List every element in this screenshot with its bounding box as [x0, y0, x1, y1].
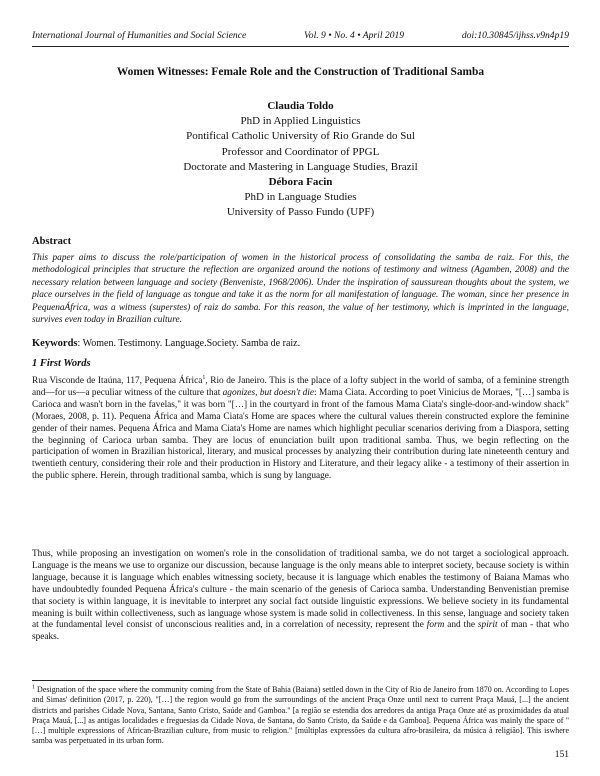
- footnote-marker[interactable]: 1: [202, 374, 206, 381]
- doi: doi:10.30845/ijhss.v9n4p19: [461, 30, 569, 41]
- author-affiliation-line: PhD in Language Studies: [244, 191, 357, 204]
- keywords-label: Keywords: [32, 338, 78, 349]
- issue-info: Vol. 9 • No. 4 • April 2019: [304, 30, 405, 41]
- author-affiliation-line: Pontifical Catholic University of Rio Grande do Sul: [186, 130, 415, 143]
- body-paragraph-1: Rua Visconde de Itaúna, 117, Pequena África$^1$, Rio de Janeiro. This is the place of a lofty subject in the world of samba, of a feminine strength and—for us—a peculiar witness of the culture that agonizes, but doesn't die: Mama Ciata. According to poet Vinicius de Moraes, "[…] samba is Carioca and wasn't born in the favelas," it was born "[…] in the courtyard in front of the famous Mama Ciata's single-door-and-window shack" (Moraes, 2008, p. 11). Pequena África and Mama Ciata's Home are spaces where the cultural values therein constructed explore the feminine gender of their names. Pequena África and Mama Ciata's Home are names which highlight peculiar scenarios deriving from a Diaspora, setting the beginning of Carioca urban samba. They are locus of enunciation built upon traditional samba. Thus, we begin reflecting on the participation of women in Brazilian historical, literary, and musical processes by analyzing their contribution during late nineteenth century and twentieth century, considering their role and their production in History and Literature, and their legacy alike - a testimony of their assertion in the public sphere. Herein, through traditional samba, which is sung by language.: [32, 374, 569, 482]
- footnote-rule: [32, 680, 212, 681]
- author-name: Débora Facin: [268, 176, 333, 189]
- paper-title: Women Witnesses: Female Role and the Construction of Traditional Samba: [116, 66, 485, 78]
- author-affiliation-line: Professor and Coordinator of PPGL: [221, 145, 380, 158]
- section-heading: 1 First Words: [32, 358, 91, 369]
- author-name: Claudia Toldo: [267, 100, 334, 112]
- footnote-number: 1: [32, 684, 35, 691]
- keywords: [32, 338, 569, 349]
- keywords-list: : Women. Testimony. Language.Society. Samba de raiz.: [77, 338, 301, 349]
- author-2: [32, 175, 569, 221]
- journal-name: International Journal of Humanities and Social Science: [32, 30, 247, 41]
- abstract-heading: Abstract: [32, 236, 72, 247]
- authors: [32, 99, 569, 221]
- page-number: 151: [554, 750, 569, 760]
- body-paragraph-2: Thus, while proposing an investigation on women's role in the consolidation of traditional samba, we do not target a sociological approach. Language is the means we use to organize our discussion, because language is the only means able to interpret society, because society is within language, because it is language which enables witnessing society, because it is language which enables the testimony of Baiana Mamas who have undoubtedly founded Pequena África's culture - the main scenario of the genesis of Carioca samba. Understanding Benvenistian premise that society is within language, it is inevitable to interpret any social fact outside linguistic expressions. We believe society in its fundamental meaning is built within collectiveness, such as language whose system is made solid in collectiveness. In this sense, language and society taken at the fundamental level consist of unconscious realities and, in a correlation of necessity, represent the form and the spirit of man - that who speaks.: [32, 549, 570, 643]
- running-header: [32, 30, 569, 41]
- abstract-text: This paper aims to discuss the role/participation of women in the historical process of consolidating the samba de raiz. For this, the methodological principles that structure the reflection are organized around the notions of testimony and witness (Agamben, 2008) and the necessary relation between language and society (Benveniste, 1968/2006). Under the inspiration of saussurean thoughts about the system, we place ourselves in the field of language as tongue and take it as the norm for all manifestation of language. The woman, since her presence in PequenaÁfrica, was a witness (superstes) of raiz do samba. For this reason, the value of her testimony, which is imprinted in the language, survives even today in Brazilian culture.: [32, 253, 569, 326]
- author-affiliation-line: Doctorate and Mastering in Language Studies, Brazil: [183, 160, 418, 173]
- author-affiliation-line: University of Passo Fundo (UPF): [226, 206, 375, 219]
- footnote: $^1$ Designation of the space where the community coming from the State of Bahia (Baiana) settled down in the City of Rio de Janeiro from 1870 on. According to Lopes and Simas' definition (2017, p. 220), "[…] the region would go from the surroundings of the ancient Praça Onze until next to current Praça Mauá, [...] the ancient districts and parishes Cidade Nova, Santana, Santo Cristo, Saúde and Gamboa." [a região se estendia dos arredores da antiga Praça Onze até as proximidades da atual Praça Mauá, [...] as antigas localidades e freguesias da Cidade Nova, de Santana, do Santo Cristo, da Saúde e da Gamboa]. Pequena África was mainly the space of "[…] multiple expressions of African-Brazilian culture, from music to religion." [múltiplas expressões da cultura afro-brasileira, da música à religião]. This iswhere samba was perpetuated in its urban form.: [32, 684, 569, 746]
- author-affiliation-line: PhD in Applied Linguistics: [240, 115, 361, 128]
- header-rule: [32, 46, 569, 47]
- author-1: [32, 99, 569, 175]
